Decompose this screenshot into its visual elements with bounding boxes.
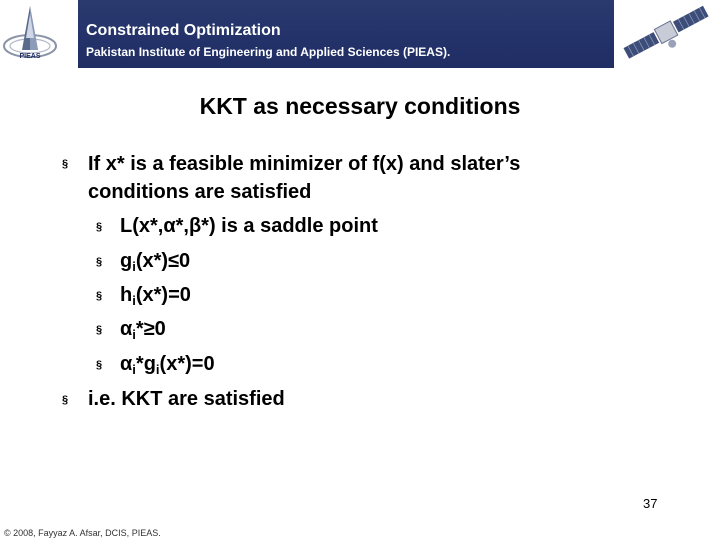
sub-bullet-marker: § — [96, 359, 103, 371]
page-number: 37 — [643, 496, 658, 511]
sub-bullet-marker: § — [96, 221, 103, 233]
copyright-footer: © 2008, Fayyaz A. Afsar, DCIS, PIEAS. — [4, 528, 161, 538]
sub-bullet-complementary-slackness: $\alpha_i*g_i(x*)=0$ — [120, 353, 215, 377]
course-title: Constrained Optimization — [86, 22, 281, 39]
sub-bullet-alpha-nonneg: $\alpha_i*\ge 0$ — [120, 318, 166, 342]
sub-bullet-saddle-point: L(x*,α*,β*) is a saddle point — [120, 215, 378, 237]
bullet-2: i.e. KKT are satisfied — [88, 388, 285, 410]
sub-bullet-h-condition: $h_i(x*)=0$ — [120, 284, 191, 308]
pieas-logo — [0, 0, 78, 68]
sub-bullet-marker: § — [96, 324, 103, 336]
satellite-image — [614, 0, 720, 68]
bullet-marker: § — [62, 158, 69, 170]
slide-title: KKT as necessary conditions — [199, 93, 521, 119]
logo-label: PIEAS — [19, 53, 41, 60]
sub-bullet-marker: § — [96, 256, 103, 268]
bullet-marker: § — [62, 394, 69, 406]
sub-bullet-marker: § — [96, 290, 103, 302]
bullet-1-line-1: If x* is a feasible minimizer of f(x) and slater’s — [88, 153, 521, 175]
bullet-1-line-2: conditions are satisfied — [88, 181, 312, 203]
sub-bullet-g-condition: $g_i(x*)\le 0$ — [120, 250, 191, 274]
institute-name: Pakistan Institute of Engineering and Applied Sciences (PIEAS). — [86, 45, 451, 59]
slide-header — [0, 0, 720, 68]
